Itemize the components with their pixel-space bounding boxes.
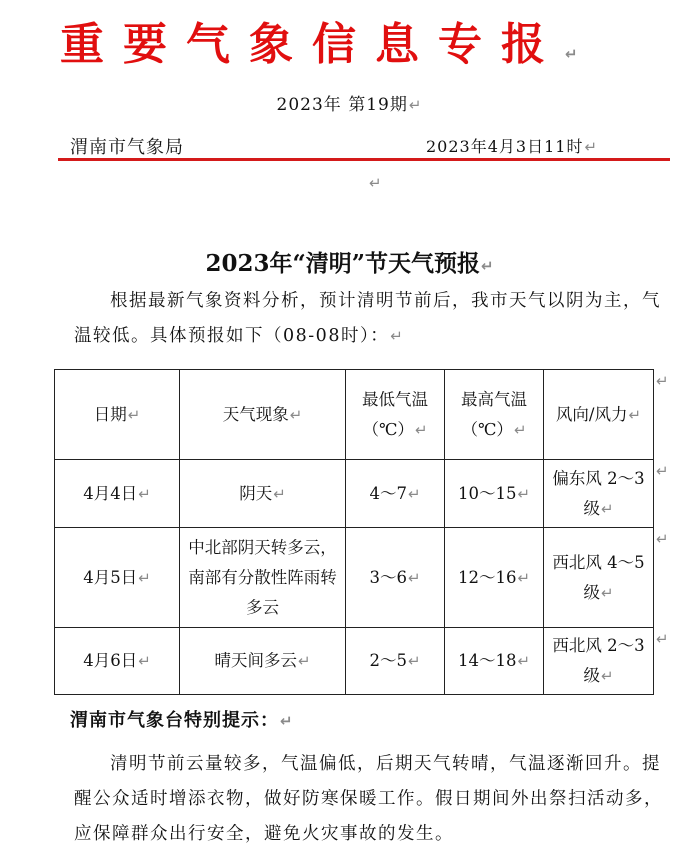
row-end-mark: ↵ bbox=[656, 462, 669, 480]
row-end-mark: ↵ bbox=[656, 530, 669, 548]
header-date: 日期↵ bbox=[55, 370, 180, 460]
cell-high-temp: 14～18↵ bbox=[445, 628, 544, 695]
cell-wind: 西北风 2～3级↵ bbox=[544, 628, 654, 695]
issuer-name: 渭南市气象局 bbox=[70, 137, 184, 158]
cell-low-temp: 4～7↵ bbox=[346, 460, 445, 528]
cell-weather: 阴天↵ bbox=[180, 460, 346, 528]
masthead-title: 重要气象信息专报↵ bbox=[60, 19, 597, 70]
cell-high-temp: 12～16↵ bbox=[445, 528, 544, 628]
header-divider bbox=[58, 158, 670, 161]
cell-wind: 西北风 4～5级↵ bbox=[544, 528, 654, 628]
header-wind: 风向/风力↵ bbox=[544, 370, 654, 460]
issue-date: 2023年4月3日11时↵ bbox=[426, 137, 599, 156]
table-header-row bbox=[55, 370, 654, 460]
cell-date: 4月6日↵ bbox=[55, 628, 180, 695]
row-end-mark: ↵ bbox=[656, 630, 669, 648]
issue-number: 2023年 第19期↵ bbox=[276, 95, 423, 115]
cell-wind: 偏东风 2～3级↵ bbox=[544, 460, 654, 528]
forecast-table bbox=[54, 369, 654, 695]
header-low-temp: 最低气温（℃）↵ bbox=[346, 370, 445, 460]
table-row bbox=[55, 528, 654, 628]
cell-weather: 晴天间多云↵ bbox=[180, 628, 346, 695]
cell-weather: 中北部阴天转多云，南部有分散性阵雨转多云 bbox=[180, 528, 346, 628]
tips-paragraph: 清明节前云量较多，气温偏低，后期天气转晴，气温逐渐回升。提醒公众适时增添衣物，做好防寒保暖工作。假日期间外出祭扫活动多，应保障群众出行安全，避免火灾事故的发生。 bbox=[74, 754, 663, 844]
intro-paragraph: 根据最新气象资料分析，预计清明节前后，我市天气以阴为主，气温较低。具体预报如下（08-08时）：↵ bbox=[74, 291, 661, 346]
tips-heading: 渭南市气象台特别提示：↵ bbox=[70, 710, 294, 731]
row-end-mark: ↵ bbox=[656, 372, 669, 390]
cell-low-temp: 2～5↵ bbox=[346, 628, 445, 695]
header-high-temp: 最高气温（℃）↵ bbox=[445, 370, 544, 460]
table-row bbox=[55, 628, 654, 695]
table-row bbox=[55, 460, 654, 528]
cell-date: 4月5日↵ bbox=[55, 528, 180, 628]
cell-low-temp: 3～6↵ bbox=[346, 528, 445, 628]
article-title: 2023年“清明”节天气预报↵ bbox=[205, 250, 494, 277]
header-weather: 天气现象↵ bbox=[180, 370, 346, 460]
paragraph-mark: ↵ bbox=[369, 174, 382, 192]
cell-date: 4月4日↵ bbox=[55, 460, 180, 528]
cell-high-temp: 10～15↵ bbox=[445, 460, 544, 528]
